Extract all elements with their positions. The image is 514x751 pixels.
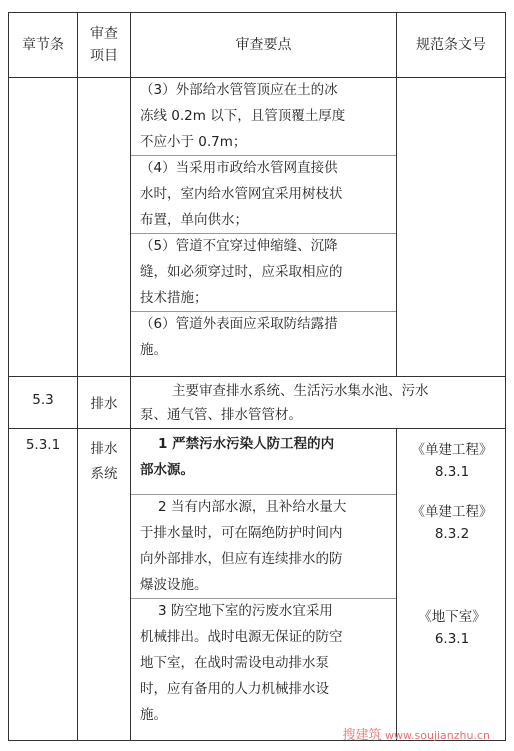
point-1-line1: 1 严禁污水污染人防工程的内 <box>158 436 335 452</box>
watermark-cn: 搜建筑 <box>342 728 382 743</box>
point-3-line5: 施。 <box>140 707 167 723</box>
ref-3-code: 6.3.1 <box>434 631 470 647</box>
ref-1-name: 《单建工程》 <box>411 442 493 458</box>
continued-line: （6）管道外表面应采取防结露措 <box>140 316 338 332</box>
header-ref: 规范条文号 <box>416 37 486 53</box>
point-2-line4: 爆波设施。 <box>140 577 208 593</box>
watermark <box>343 724 490 743</box>
section-5-3: 5.3 <box>32 392 54 408</box>
ref-1-code: 8.3.1 <box>434 464 470 480</box>
header-points: 审查要点 <box>235 37 292 53</box>
continued-line: 技术措施； <box>140 290 208 306</box>
watermark-url: www.soujianzhu.cn <box>385 729 490 742</box>
point-3-line2: 机械排出。战时电源无保证的防空 <box>140 629 343 645</box>
continued-line: （3）外部给水管管顶应在土的冰 <box>140 82 338 98</box>
table-border-top <box>8 12 506 13</box>
ref-3-name: 《地下室》 <box>418 609 486 625</box>
item-drainage-system-line1: 排水 <box>90 441 118 457</box>
row-divider-2 <box>8 428 506 429</box>
header-item-line1: 审查 <box>90 26 118 42</box>
point-2-line2: 于排水量时，可在隔绝防护时间内 <box>140 525 343 541</box>
continued-line: （5）管道不宜穿过伸缩缝、沉降 <box>140 238 338 254</box>
row-divider-1 <box>8 376 506 377</box>
continued-line: 缝，如必须穿过时，应采取相应的 <box>140 264 343 280</box>
row-5-3-text-line2: 泵、通气管、排水管管材。 <box>140 407 302 423</box>
continued-line: 不应小于 0.7m； <box>140 134 247 150</box>
point-2-line1: 2 当有内部水源，且补给水量大 <box>158 499 347 515</box>
continued-line: 施。 <box>140 342 167 358</box>
point-3-line1: 3 防空地下室的污废水宜采用 <box>158 603 333 619</box>
point-2-line3: 向外部排水，但应有连续排水的防 <box>140 551 343 567</box>
section-5-3-1: 5.3.1 <box>25 437 61 453</box>
ref-2-name: 《单建工程》 <box>411 504 493 520</box>
continued-line: 水时，室内给水管网宜采用树枝状 <box>140 186 343 202</box>
point-3-line3: 地下室，在战时需设电动排水泵 <box>140 655 329 671</box>
item-drainage-system-line2: 系统 <box>90 466 118 482</box>
header-item-line2: 项目 <box>90 48 118 64</box>
header-section: 章节条 <box>22 37 64 53</box>
row-5-3-text-line1: 主要审查排水系统、生活污水集水池、污水 <box>172 383 429 399</box>
continued-line: （4）当采用市政给水管网直接供 <box>140 160 338 176</box>
continued-line: 冻线 0.2m 以下，且管顶覆土厚度 <box>140 108 346 124</box>
continued-line: 布置，单向供水； <box>140 212 248 228</box>
item-drainage: 排水 <box>90 396 118 412</box>
point-3-line4: 时，应有备用的人力机械排水设 <box>140 681 329 697</box>
col-divider-3a <box>396 12 397 376</box>
point-1-line2: 部水源。 <box>140 462 194 478</box>
ref-2-code: 8.3.2 <box>434 526 470 542</box>
